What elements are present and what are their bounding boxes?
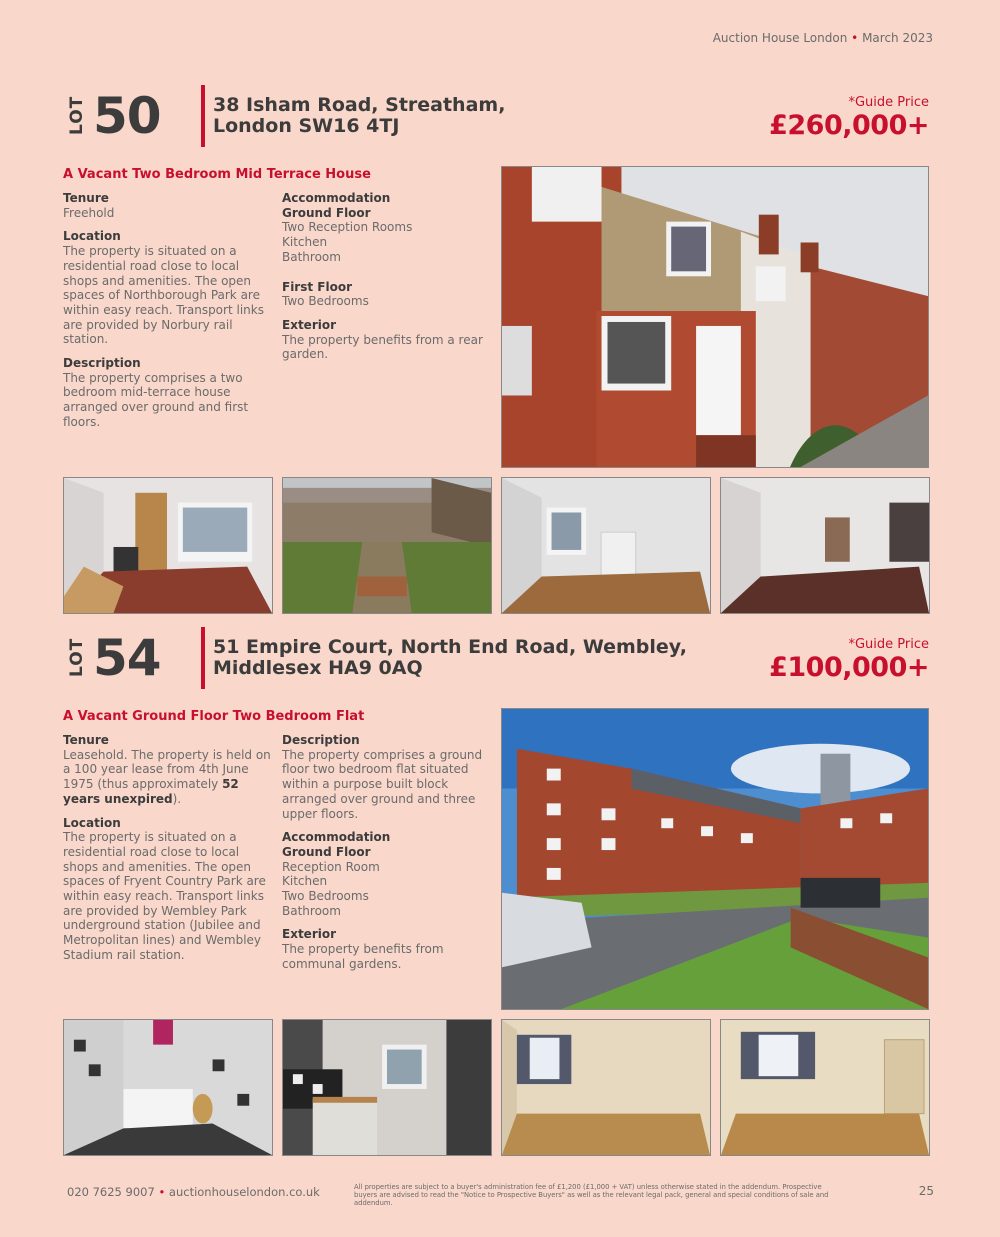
exterior-heading: Exterior: [282, 927, 337, 942]
description-text: The property comprises a ground floor two bedroom flat situated within a purpose built block arranged over ground and three upper floors.: [282, 747, 483, 821]
lot-50-thumb-room: [501, 477, 711, 614]
description-text: The property comprises a two bedroom mid-terrace house arranged over ground and first floors.: [63, 370, 249, 429]
lot-divider: [201, 85, 205, 147]
lot-54-thumb-bathroom: [63, 1019, 273, 1156]
lot-50-heading: [63, 85, 929, 150]
description-heading: Description: [282, 733, 360, 747]
tenure-text-c: ).: [172, 791, 182, 806]
guide-price-value: £260,000+: [769, 110, 929, 141]
guide-price: [769, 95, 929, 141]
lot-54-thumb-kitchen: [282, 1019, 492, 1156]
exterior-text: The property benefits from a rear garden.: [282, 332, 483, 362]
left-column: [63, 733, 275, 972]
lot-54-main-photo: [501, 708, 929, 1010]
guide-price-value: £100,000+: [769, 652, 929, 683]
room-item: Two Bedrooms: [282, 889, 369, 904]
description-heading: Description: [63, 356, 141, 371]
right-column: [282, 733, 494, 972]
exterior-text: The property benefits from communal gardens.: [282, 942, 444, 971]
room-item: Bathroom: [282, 249, 341, 264]
location-heading: Location: [63, 229, 121, 244]
tenure-years: 52 years unexpired: [63, 777, 239, 806]
tenure-text-a: Leasehold. The property is held on a 100 year lease from 4th June 1975 (thus approximately: [63, 747, 271, 792]
page-number: 25: [918, 1184, 934, 1198]
exterior-heading: Exterior: [282, 317, 337, 332]
location-text: The property is situated on a residential road close to local shops and amenities. The open spaces of Northborough Park are within easy reach. Transport links are provided by Norbury rail station.: [63, 244, 264, 347]
lot-50-thumb-garden: [282, 477, 492, 614]
room-item: Kitchen: [282, 874, 328, 889]
lot-50-main-photo: [501, 166, 929, 468]
room-item: Two Reception Rooms: [282, 220, 413, 235]
header-brand: Auction House London: [712, 31, 848, 45]
accommodation-heading: Accommodation: [282, 191, 391, 205]
footer-website[interactable]: auctionhouselondon.co.uk: [168, 1185, 320, 1199]
accommodation-heading: Accommodation: [282, 830, 391, 845]
page-header: [713, 31, 933, 45]
lot-subtitle: A Vacant Two Bedroom Mid Terrace House: [63, 167, 371, 182]
lot-54-thumb-bedroom-2: [720, 1019, 930, 1156]
lot-address: 51 Empire Court, North End Road, Wembley, Middlesex HA9 0AQ: [213, 636, 687, 679]
lot-50-thumb-living: [720, 477, 930, 614]
footer-phone[interactable]: 020 7625 9007: [67, 1185, 155, 1199]
right-column: [282, 191, 494, 362]
guide-price-label: *Guide Price: [848, 637, 929, 652]
footer-contact: [67, 1185, 320, 1199]
tenure-heading: Tenure: [63, 733, 109, 747]
lot-number: 50: [93, 87, 161, 145]
location-heading: Location: [63, 815, 121, 830]
room-item: Bathroom: [282, 903, 341, 918]
guide-price: [769, 637, 929, 683]
tenure-text: Freehold: [63, 205, 115, 220]
location-text: The property is situated on a residential road close to local shops and amenities. The open spaces of Fryent Country Park are within easy reach. Transport links are provided by Wembley Park underground station (Jubilee and Metropolitan lines) and Wembley Stadium rail station.: [63, 830, 266, 962]
lot-address: 38 Isham Road, Streatham, London SW16 4TJ: [213, 94, 506, 137]
header-separator: •: [851, 31, 859, 45]
footer-disclaimer: All properties are subject to a buyer's administration fee of £1,200 (£1,000 + VAT) unless otherwise stated in the addendum. Prospective buyers are advised to read the "Notice to Prospective Buyers" as well as the relevant legal pack, general and special conditions of sale and addendum.: [354, 1183, 829, 1207]
ground-floor-heading: Ground Floor: [282, 205, 371, 220]
ground-floor-heading: Ground Floor: [282, 844, 371, 859]
guide-price-label: *Guide Price: [848, 95, 929, 110]
tenure-text: [63, 748, 275, 807]
lot-number: 54: [93, 629, 161, 687]
lot-54-heading: [63, 627, 929, 692]
lot-label: LOT: [67, 637, 87, 677]
room-item: Kitchen: [282, 235, 328, 250]
room-item: Reception Room: [282, 859, 380, 874]
lot-50-thumb-bedroom: [63, 477, 273, 614]
room-item: Two Bedrooms: [282, 294, 369, 309]
header-date: March 2023: [862, 31, 933, 45]
first-floor-heading: First Floor: [282, 279, 353, 294]
tenure-heading: Tenure: [63, 191, 109, 205]
lot-label: LOT: [67, 95, 87, 135]
lot-subtitle: A Vacant Ground Floor Two Bedroom Flat: [63, 709, 365, 724]
lot-54-thumb-bedroom-1: [501, 1019, 711, 1156]
lot-divider: [201, 627, 205, 689]
left-column: [63, 191, 275, 439]
footer-separator: •: [158, 1185, 166, 1199]
